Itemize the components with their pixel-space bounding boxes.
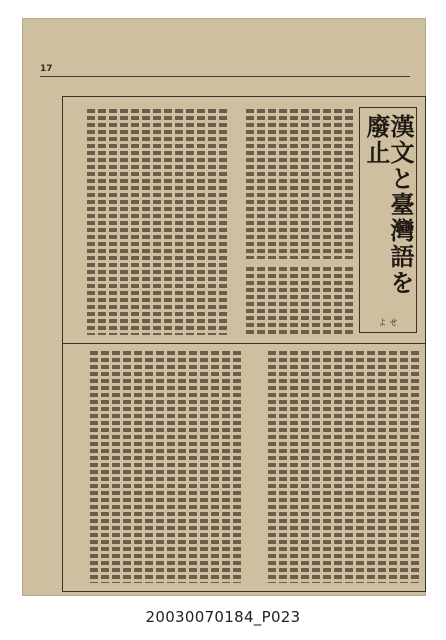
upper-text-block-right-lower bbox=[233, 267, 353, 335]
article-title-box bbox=[359, 107, 417, 333]
header-rule bbox=[40, 76, 410, 77]
lower-text-block-left bbox=[69, 351, 241, 583]
article-title: 漢文と臺灣語を廢止 bbox=[362, 114, 415, 296]
upper-text-block-left bbox=[69, 109, 227, 335]
article-title-suffix: せよ bbox=[378, 318, 398, 327]
image-caption: 20030070184_P023 bbox=[145, 608, 301, 626]
page-number: 17 bbox=[40, 64, 53, 74]
section-divider bbox=[63, 343, 425, 344]
upper-text-block-right bbox=[233, 109, 353, 259]
lower-text-block-right bbox=[247, 351, 419, 583]
article-frame bbox=[62, 96, 426, 592]
document-sheet bbox=[22, 18, 426, 596]
